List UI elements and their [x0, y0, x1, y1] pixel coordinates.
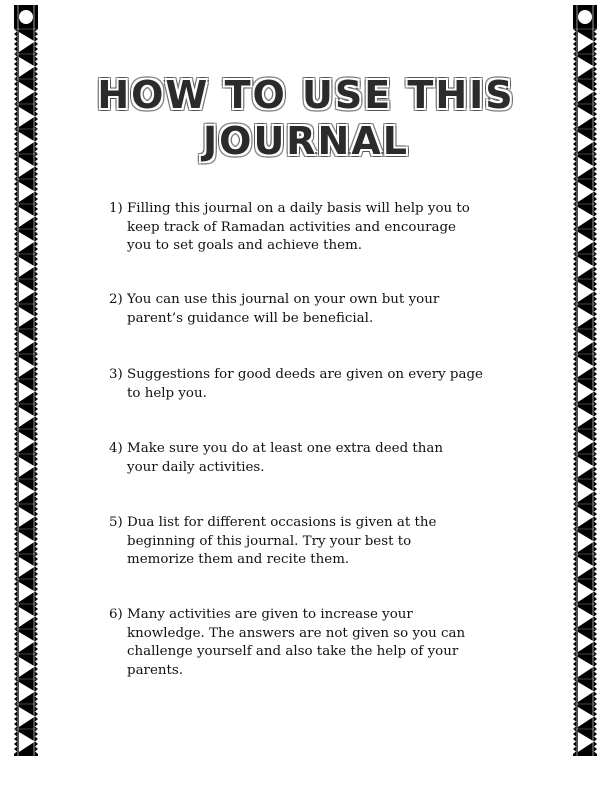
- instruction-item-3: [109, 366, 529, 403]
- item-line: keep track of Ramadan activities and encourage: [127, 219, 456, 235]
- item-line: Make sure you do at least one extra deed than: [127, 441, 444, 456]
- instruction-item-5: [109, 514, 529, 570]
- instruction-item-2: [109, 291, 529, 328]
- instruction-item-6: [109, 606, 529, 680]
- item-number: 4): [109, 441, 123, 456]
- item-number: 3): [109, 367, 123, 382]
- item-line: your daily activities.: [127, 459, 265, 475]
- item-number: 2): [109, 292, 123, 307]
- item-line: Filling this journal on a daily basis will help you to: [127, 201, 470, 216]
- title-line-1: HOW TO USE THIS: [97, 73, 515, 117]
- page-title: [0, 72, 612, 164]
- item-line: you to set goals and achieve them.: [127, 238, 363, 253]
- item-line: Dua list for different occasions is given at the: [127, 515, 437, 530]
- item-line: parents.: [127, 662, 184, 678]
- item-line: challenge yourself and also take the help of your: [127, 644, 459, 659]
- item-number: 5): [109, 515, 123, 530]
- item-number: 1): [109, 201, 123, 216]
- item-line: knowledge. The answers are not given so you can: [127, 625, 466, 641]
- item-line: Many activities are given to increase your: [127, 607, 413, 622]
- instruction-item-1: [109, 200, 529, 256]
- item-line: beginning of this journal. Try your best to: [127, 533, 412, 549]
- item-line: Suggestions for good deeds are given on every page: [127, 367, 483, 382]
- item-number: 6): [109, 607, 123, 622]
- item-line: to help you.: [127, 385, 207, 401]
- item-line: You can use this journal on your own but your: [127, 292, 440, 307]
- instruction-item-4: [109, 440, 529, 477]
- item-line: parent’s guidance will be beneficial.: [127, 310, 374, 326]
- item-line: memorize them and recite them.: [127, 552, 350, 567]
- title-line-2: JOURNAL: [203, 119, 409, 163]
